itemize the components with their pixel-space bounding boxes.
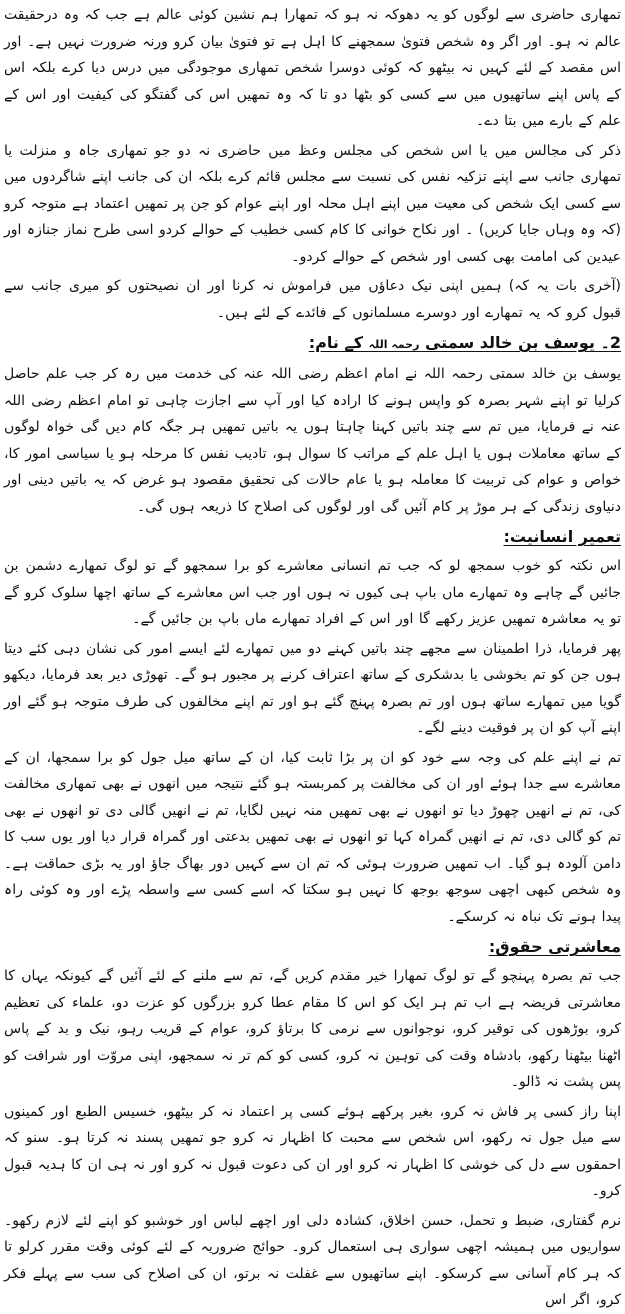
paragraph-attendance-advice: تمھاری حاضری سے لوگوں کو یہ دھوکہ نہ ہو کہ تمھارا ہم نشین کوئی عالم ہے جب کہ وہ درحقیقت عالم نہ ہو۔ اور اگر وہ شخص فتویٰ سمجھنے کا اہل ہے تو فتویٰ بیان کرو ورنہ ضرورت نہیں ہے۔ اور اس مقصد کے لئے کہیں نہ بیٹھو کہ کوئی دوسرا شخص تمھاری موجودگی میں درس دیا کرے بلکہ اس کے پاس اپنے ساتھیوں میں سے کسی کو بٹھا دو تا کہ وہ تمھیں اس کی گفتگو کی کیفیت اور اس کے علم کے بارے میں بتا دے۔	[4, 7, 621, 129]
paragraph-secrets-advice: اپنا راز کسی پر فاش نہ کرو، بغیر پرکھے ہوئے کسی پر اعتماد نہ کر بیٹھو، خسیس الطبع اور کمینوں سے میل جول نہ رکھو، اس شخص سے محبت کا اظہار نہ کرو جو تمھیں پسند نہ کرتا ہو۔ سنو کہ احمقوں سے دل کی خوشی کا اظہار نہ کرو اور ان کی دعوت قبول نہ کرو اور نہ ہی ان کا ہدیہ قبول کرو۔	[4, 1103, 621, 1199]
paragraph-manners-advice: نرم گفتاری، ضبط و تحمل، حسن اخلاق، کشادہ دلی اور اچھے لباس اور خوشبو کو اپنے لئے لازم رکھو۔ سواریوں میں ہمیشہ اچھی سواری ہی استعمال کرو۔ حوائج ضروریہ کے لئے کوئی وقت مقرر کرلو تا کہ ہر کام آسانی سے کرسکو۔ اپنے ساتھیوں سے غفلت نہ برتو، ان کی اصلاح کی سب سے پہلے فکر کرو، اگر اس	[4, 1212, 621, 1308]
paragraph-society-attitude: اس نکتہ کو خوب سمجھ لو کہ جب تم انسانی معاشرے کو برا سمجھو گے تو لوگ تمھارے دشمن بن جائیں گے چاہے وہ تمھارے ماں باپ ہی کیوں نہ ہوں اور جب اس معاشرے کے ساتھ اچھا سلوک کرو گے تو یہ معاشرہ تمھیں عزیز رکھے گا اور اس کے افراد تمھارے ماں باپ بن جائیں گے۔	[4, 558, 621, 627]
heading-honorific: رحمہ اللہ	[368, 338, 420, 351]
paragraph-basra-arrival: پھر فرمایا، ذرا اطمینان سے مجھے چند باتیں کہنے دو میں تمھارے لئے ایسے امور کی نشان دہی کئے دیتا ہوں جن کو تم بخوشی یا بدشکری کے ساتھ اعتراف کرنے پر مجبور ہو گے۔ تھوڑی دیر بعد فرمایا، دیکھو گویا میں تمھارے ساتھ ہوں اور تم بصرہ پہنچ گئے ہو اور تم اپنے مخالفوں کی طرف متوجہ ہو گئے اور اپنے آپ کو ان پر فوقیت دینے لگے۔	[4, 640, 621, 736]
heading-letter-to-yusuf-suffix: کے نام:	[308, 333, 369, 352]
paragraph-closing-prayer: (آخری بات یہ کہ) ہمیں اپنی نیک دعاؤں میں فراموش نہ کرنا اور ان نصیحتوں کو میری جانب سے قبول کرو کہ یہ تمھارے اور دوسرے مسلمانوں کے فائدے کے لئے ہیں۔	[4, 278, 621, 321]
paragraph-social-duties: جب تم بصرہ پہنچو گے تو لوگ تمھارا خیر مقدم کریں گے، تم سے ملنے کے لئے آئیں گے کیونکہ یہاں کا معاشرتی فریضہ ہے اب تم ہر ایک کو اس کا مقام عطا کرو بزرگوں کو عزت دو، علماء کی تعظیم کرو، بوڑھوں کی توقیر کرو، نوجوانوں سے نرمی کا برتاؤ کرو، عوام کے قریب رہو، نیک و بد کے پاس اٹھنا بیٹھنا رکھو، بادشاہ وقت کی توہین نہ کرو، کسی کو کم تر نہ سمجھو، اپنی مروّت اور شرافت کو پس پشت نہ ڈالو۔	[4, 968, 621, 1090]
heading-building-humanity: تعمیر انسانیت:	[503, 527, 621, 546]
heading-letter-to-yusuf	[4, 329, 621, 359]
paragraph-gatherings-advice: ذکر کی مجالس میں یا اس شخص کی مجلس وعظ میں حاضری نہ دو جو تمھاری جاہ و منزلت یا تمھاری جانب سے اپنے تزکیہ نفس کی نسبت سے مجلس قائم کرے بلکہ ان کی جانب اپنے شاگردوں میں سے کسی ایک شخص کی معیت میں اپنے اہل محلہ اور اپنے عوام کو جن پر تمھیں اعتماد ہے متوجہ کرو (کہ وہ وہاں جایا کریں) ۔ اور نکاح خوانی کا کام کسی خطیب کے حوالے کردو اسی طرح نماز جنازہ اور عیدین کی امامت بھی کسی اور شخص کے حوالے کردو۔	[4, 142, 621, 265]
paragraph-opposition-warning: تم نے اپنے علم کی وجہ سے خود کو ان پر بڑا ثابت کیا، ان کے ساتھ میل جول کو برا سمجھا، ان کے معاشرے سے جدا ہوئے اور ان کی مخالفت پر کمربستہ ہو گئے نتیجہ میں انھوں نے بھی تمھاری مخالفت کی، تم نے انھیں چھوڑ دیا تو انھوں نے بھی تمھیں منہ نہیں لگایا، تم نے انھیں گالی دی تو انھوں نے بھی تم کو گالی دی، تم نے انھیں گمراہ کہا تو انھوں نے بھی تمھیں بدعتی اور گمراہ قرار دیا اور یوں سب کا دامن آلودہ ہو گیا۔ اب تمھیں ضرورت ہوئی کہ تم ان سے کہیں دور بھاگ جاؤ اور یہ بڑی حماقت ہے۔ وہ شخص کبھی اچھی سوجھ بوجھ کا نہیں ہو سکتا کہ اسے کسی سے واسطہ پڑے اور وہ کوئی راہ پیدا ہونے تک نباہ نہ کرسکے۔	[4, 749, 622, 925]
heading-social-rights: معاشرتی حقوق:	[488, 937, 621, 956]
heading-letter-to-yusuf-prefix: 2۔ یوسف بن خالد سمتی	[419, 333, 621, 352]
paragraph-yusuf-intro: یوسف بن خالد سمتی رحمہ اللہ نے امام اعظم رضی اللہ عنہ کی خدمت میں رہ کر جب علم حاصل کرلیا تو اپنے شہر بصرہ کو واپس ہونے کا ارادہ کیا اور آپ سے اجازت چاہی تو امام اعظم رضی اللہ عنہ نے فرمایا، میں تم سے چند باتیں کہنا چاہتا ہوں یہ باتیں تمھیں ہر جگہ کام دیں گی خواہ لوگوں کے ساتھ معاملات ہوں یا اہل علم کے مراتب کا سوال ہو، تادیب نفس کا مرحلہ ہو یا سیاسی امور کا، خواص و عوام کی تربیت کا معاملہ ہو یا عام حالات کی تحقیق مقصود ہو غرض کہ یہ باتیں دینی اور دنیاوی زندگی کے ہر موڑ پر کام آئیں گی اور لوگوں کی اصلاح کا ذریعہ ہوں گی۔	[4, 366, 621, 515]
